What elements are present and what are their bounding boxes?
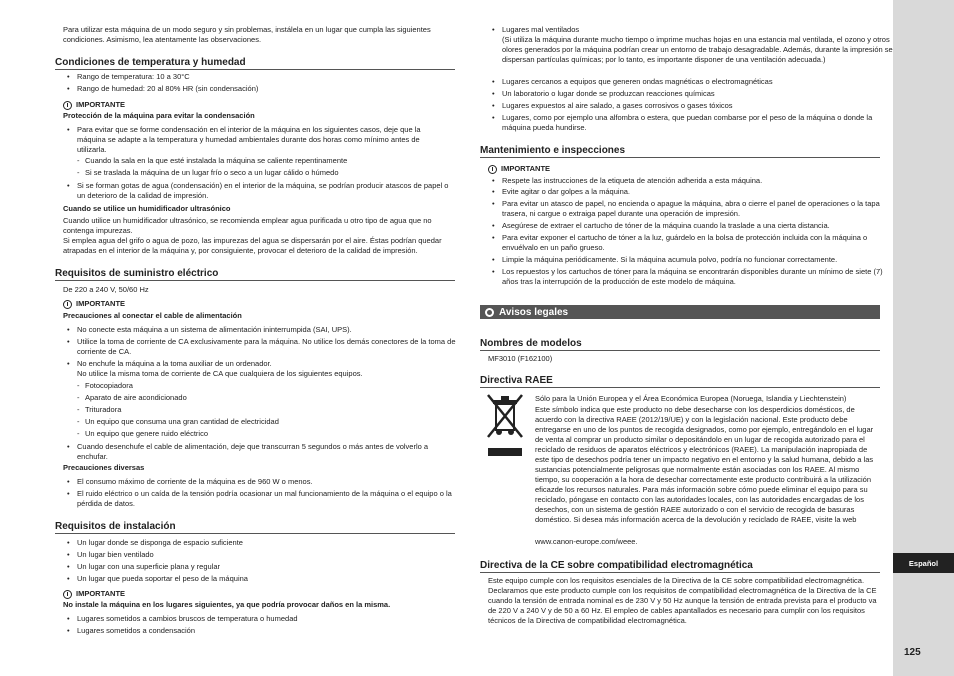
power-text: De 220 a 240 V, 50/60 Hz xyxy=(63,285,149,294)
important-label: IMPORTANTE xyxy=(63,589,125,599)
list-item: • Lugares cercanos a equipos que generen ondas magnéticas o electromagnéticas xyxy=(488,77,887,87)
humidifier-text: Cuando utilice un humidificador ultrasónico, se recomienda emplear agua purificada u otro tipo de agua que no contenga impurezas. Si emplea agua del grifo o agua de pozo, las impurezas del agua se dispersarán por el aire. Éstas podrían quedar atrapadas en el interior de la máquina y, por consiguiente, provocar el deterioro de la calidad de impresión. xyxy=(63,216,442,255)
important-label: IMPORTANTE xyxy=(63,299,125,309)
models-text: MF3010 (F162100) xyxy=(488,354,553,363)
weee-url: www.canon-europe.com/weee. xyxy=(535,537,638,546)
list-item: • Un lugar donde se disponga de espacio suficiente xyxy=(63,538,457,548)
language-tab[interactable]: Español xyxy=(893,553,954,573)
sub-item: - Aparato de aire acondicionado xyxy=(63,393,455,403)
list-item: • Un lugar bien ventilado xyxy=(63,550,457,560)
list-item: • Para evitar un atasco de papel, no encienda o apague la máquina, abra o cierre el panel de operaciones o la tapa trasera, ni cargue o extraiga papel durante una operación de impresión. xyxy=(488,199,894,219)
list-item: • Respete las instrucciones de la etiqueta de atención adherida a esta máquina. xyxy=(488,176,892,186)
important-label: IMPORTANTE xyxy=(63,100,125,110)
list-item: • Lugares, como por ejemplo una alfombra o estera, que puedan combarse por el peso de la máquina o donde la máquina pueda hundirse. xyxy=(488,113,887,133)
list-item: • Un laboratorio o lugar donde se produzcan reacciones químicas xyxy=(488,89,887,99)
list-item: • Evite agitar o dar golpes a la máquina. xyxy=(488,187,892,197)
intro-text: Para utilizar esta máquina de un modo seguro y sin problemas, instálela en un lugar que cumpla las siguientes condiciones. Asimismo, lea atentamente las observaciones. xyxy=(63,25,431,44)
weee-scope-text: Sólo para la Unión Europea y el Área Económica Europea (Noruega, Islandia y Liechtenstein) xyxy=(535,394,847,403)
humidifier-heading: Cuando se utilice un humidificador ultrasónico xyxy=(63,204,231,213)
legal-notices-banner xyxy=(480,305,880,319)
no-install-heading: No instale la máquina en los lugares siguientes, ya que podría provocar daños en la misma. xyxy=(63,600,391,609)
important-icon xyxy=(488,165,497,174)
sub-item: - Cuando la sala en la que esté instalada la máquina se caliente repentinamente xyxy=(63,156,455,166)
models-heading: Nombres de modelos xyxy=(480,338,880,351)
list-item: • Un lugar que pueda soportar el peso de la máquina xyxy=(63,574,457,584)
various-precautions-heading: Precauciones diversas xyxy=(63,463,145,472)
list-item: • Lugares sometidos a condensación xyxy=(63,626,457,636)
weee-body-text: Este símbolo indica que este producto no debe desecharse con los desperdicios domésticos, de acuerdo con la directiva RAEE (2012/19/UE) y con la legislación nacional. Este producto debe entregarse en uno de los puntos de recogida designados, como por ejemplo, entregándolo en el lugar de venta al comprar un producto similar o depositándolo en un lugar de recogida autorizado para el reciclado de residuos de aparatos eléctricos y electrónicos (RAEE). La manipulación inapropiada de este tipo de desechos podría tener un impacto negativo en el entorno y la salud humana, debido a las sustancias potencialmente peligrosas que normalmente están asociadas con los RAEE. Al mismo tiempo, su cooperación a la hora de desechar correctamente este producto contribuirá a la utilización eficazde los recursos naturales. Para más información sobre cómo puede eliminar el equipo para su reciclado, póngase en contacto con las autoridades locales, con las autoridades encargadas de los desechos, con un sistema de gestión RAEE autorizado o con el servicio de recogida de basuras doméstico. Si desea más información acerca de la devolución y reciclado de RAEE, visite la web xyxy=(535,405,874,524)
sub-item: - Un equipo que consuma una gran cantidad de electricidad xyxy=(63,417,455,427)
emc-text: Este equipo cumple con los requisitos esenciales de la Directiva de la CE sobre compatibilidad electromagnética. Declaramos que este producto cumple con los requisitos de compatibilidad electromagnética de la Directiva de la CE cuando la tensión de entrada nominal es de 230 V y 50 Hz aunque la tensión de entrada prevista para el producto va de 220 V a 240 V y de 50 a 60 Hz. El empleo de cables apantallados es necesario para cumplir con los requisitos técnicos de la Directiva de compatibilidad electromagnética. xyxy=(488,576,877,625)
important-label: IMPORTANTE xyxy=(488,164,550,174)
important-icon xyxy=(63,101,72,110)
weee-crossed-bin-icon xyxy=(485,392,525,462)
sidebar xyxy=(893,0,954,676)
power-heading: Requisitos de suministro eléctrico xyxy=(55,268,455,281)
temp-humidity-heading: Condiciones de temperatura y humedad xyxy=(55,57,455,70)
page-number: 125 xyxy=(904,647,921,658)
list-item: • Un lugar con una superficie plana y regular xyxy=(63,562,457,572)
weee-heading: Directiva RAEE xyxy=(480,375,880,388)
cable-precautions-heading: Precauciones al conectar el cable de alimentación xyxy=(63,311,242,320)
important-icon xyxy=(63,300,72,309)
list-item: • Cuando desenchufe el cable de alimentación, deje que transcurran 5 segundos o más antes de volverlo a enchufar. xyxy=(63,442,457,462)
list-item: • Lugares expuestos al aire salado, a gases corrosivos o gases tóxicos xyxy=(488,101,887,111)
emc-heading: Directiva de la CE sobre compatibilidad electromagnética xyxy=(480,560,880,573)
sub-item: - Fotocopiadora xyxy=(63,381,455,391)
list-item: • Asegúrese de extraer el cartucho de tóner de la máquina cuando la traslade a una cierta distancia. xyxy=(488,221,894,231)
sub-item: - Trituradora xyxy=(63,405,455,415)
list-item: • El consumo máximo de corriente de la máquina es de 960 W o menos. xyxy=(63,477,457,487)
list-item: • El ruido eléctrico o un caída de la tensión podría ocasionar un mal funcionamiento de la máquina o el equipo o la pérdida de datos. xyxy=(63,489,462,509)
list-item: • Si se forman gotas de agua (condensación) en el interior de la máquina, se podrían producir atascos de papel o un deterioro de la calidad de impresión. xyxy=(63,181,452,201)
list-item: • Lugares sometidos a cambios bruscos de temperatura o humedad xyxy=(63,614,457,624)
sub-item: - Si se traslada la máquina de un lugar frío o seco a un lugar cálido o húmedo xyxy=(63,168,455,178)
globe-icon xyxy=(485,308,494,317)
list-item: • Los repuestos y los cartuchos de tóner para la máquina se encontrarán disponibles durante un mínimo de siete (7) años tras la interrupción de la producción de este modelo de máquina. xyxy=(488,267,894,287)
list-item: • Para evitar exponer el cartucho de tóner a la luz, guárdelo en la bolsa de protección incluida con la máquina o envuélvalo en un paño grueso. xyxy=(488,233,894,253)
legal-notices-title: Avisos legales xyxy=(499,306,569,318)
list-item: • Rango de temperatura: 10 a 30°C xyxy=(63,72,457,82)
sub-item: - Un equipo que genere ruido eléctrico xyxy=(63,429,455,439)
list-item: • Utilice la toma de corriente de CA exclusivamente para la máquina. No utilice los demás conectores de la toma de corriente de CA. xyxy=(63,337,457,357)
list-item: • Rango de humedad: 20 al 80% HR (sin condensación) xyxy=(63,84,457,94)
install-heading: Requisitos de instalación xyxy=(55,521,455,534)
list-item: • No conecte esta máquina a un sistema de alimentación ininterrumpida (SAI, UPS). xyxy=(63,325,457,335)
condensation-heading: Protección de la máquina para evitar la condensación xyxy=(63,111,255,120)
list-item: • No enchufe la máquina a la toma auxiliar de un ordenador. No utilice la misma toma de corriente de CA que cualquiera de los siguientes equipos. xyxy=(63,359,457,379)
important-icon xyxy=(63,590,72,599)
maintenance-heading: Mantenimiento e inspecciones xyxy=(480,145,880,158)
list-item: • Para evitar que se forme condensación en el interior de la máquina en los siguientes casos, deje que la máquina se adapte a la temperatura y humedad ambientales durante dos horas como mínimo antes de utilizarla. xyxy=(63,125,447,155)
list-item: • Limpie la máquina periódicamente. Si la máquina acumula polvo, podría no funcionar correctamente. xyxy=(488,255,894,265)
list-item: • Lugares mal ventilados (Si utiliza la máquina durante mucho tiempo o imprime muchas hojas en una estancia mal ventilada, el ozono y otros olores generados por la máquina podrían crear un entorno de trabajo desagradable. Además, durante la impresión se dispersan partículas químicas; por lo tanto, es importante disponer de una ventilación adecuada.) xyxy=(488,25,894,65)
